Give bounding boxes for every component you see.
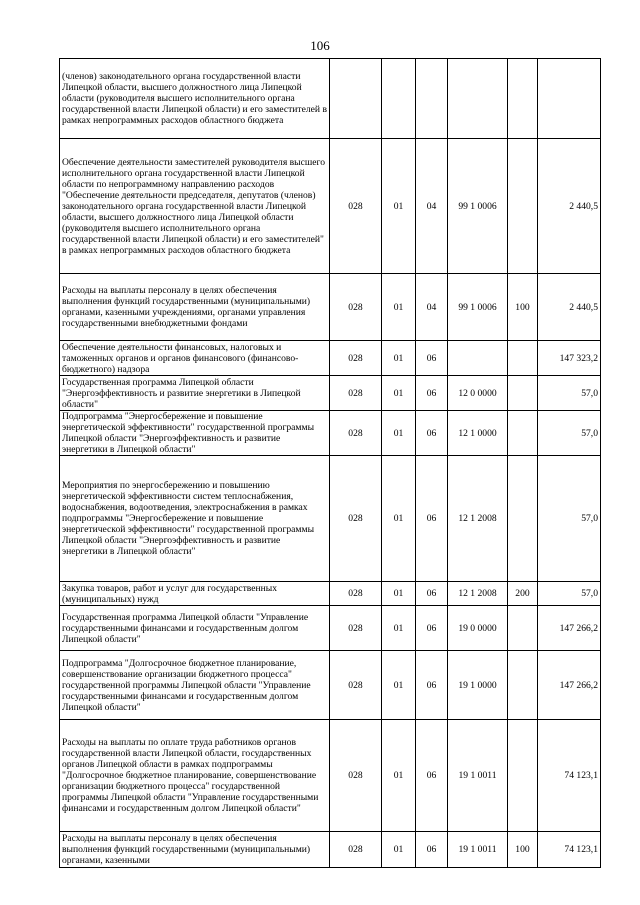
table-row [60, 411, 601, 456]
row-amount: 57,0 [538, 582, 601, 606]
row-amount: 57,0 [538, 411, 601, 456]
row-subsection-code: 06 [416, 720, 448, 832]
row-amount: 74 123,1 [538, 720, 601, 832]
page-number: 106 [310, 38, 330, 53]
row-amount: 57,0 [538, 456, 601, 582]
row-admin-code: 028 [330, 720, 382, 832]
row-subsection-code: 06 [416, 376, 448, 411]
budget-table [59, 58, 601, 868]
row-target-article: 12 1 2008 [448, 456, 508, 582]
row-admin-code: 028 [330, 832, 382, 868]
row-section-code: 01 [382, 582, 416, 606]
row-name: Обеспечение деятельности финансовых, налоговых и таможенных органов и органов финансового (финансово-бюджетного) надзора [60, 341, 330, 376]
row-subsection-code: 06 [416, 411, 448, 456]
row-admin-code: 028 [330, 411, 382, 456]
row-subsection-code: 06 [416, 606, 448, 651]
row-section-code: 01 [382, 606, 416, 651]
row-target-article: 19 1 0011 [448, 720, 508, 832]
row-section-code: 01 [382, 411, 416, 456]
row-admin-code: 028 [330, 606, 382, 651]
table-row [60, 606, 601, 651]
row-expense-type [508, 411, 538, 456]
row-amount: 147 266,2 [538, 651, 601, 720]
row-subsection-code: 06 [416, 832, 448, 868]
row-target-article: 19 1 0000 [448, 651, 508, 720]
row-expense-type: 100 [508, 832, 538, 868]
row-section-code: 01 [382, 832, 416, 868]
row-admin-code [330, 59, 382, 139]
row-name: Мероприятия по энергосбережению и повышению энергетической эффективности систем теплоснабжения, водоснабжения, водоотведения, электроснабжения в рамках подпрограммы "Энергосбережение и повышение энергетической эффективности" государственной программы Липецкой области "Энергоэффективность и развитие энергетики в Липецкой области" [60, 456, 330, 582]
row-section-code: 01 [382, 376, 416, 411]
row-admin-code: 028 [330, 139, 382, 274]
row-target-article: 99 1 0006 [448, 139, 508, 274]
row-subsection-code: 06 [416, 651, 448, 720]
row-expense-type [508, 651, 538, 720]
row-expense-type [508, 376, 538, 411]
table-row [60, 582, 601, 606]
row-target-article: 12 0 0000 [448, 376, 508, 411]
row-name: Государственная программа Липецкой области "Управление государственными финансами и государственным долгом Липецкой области" [60, 606, 330, 651]
row-expense-type [508, 139, 538, 274]
row-expense-type: 100 [508, 274, 538, 341]
row-subsection-code: 04 [416, 139, 448, 274]
row-expense-type [508, 606, 538, 651]
table-row [60, 456, 601, 582]
row-expense-type [508, 341, 538, 376]
table-row [60, 139, 601, 274]
row-admin-code: 028 [330, 274, 382, 341]
row-subsection-code [416, 59, 448, 139]
table-row [60, 59, 601, 139]
row-expense-type [508, 59, 538, 139]
row-amount: 2 440,5 [538, 274, 601, 341]
row-section-code: 01 [382, 341, 416, 376]
row-admin-code: 028 [330, 376, 382, 411]
row-subsection-code: 06 [416, 456, 448, 582]
row-name: Подпрограмма "Долгосрочное бюджетное планирование, совершенствование организации бюджетного процесса" государственной программы Липецкой области "Управление государственными финансами и государственным долгом Липецкой области" [60, 651, 330, 720]
row-section-code: 01 [382, 720, 416, 832]
row-target-article: 19 1 0011 [448, 832, 508, 868]
row-name: Государственная программа Липецкой области "Энергоэффективность и развитие энергетики в Липецкой области" [60, 376, 330, 411]
row-amount: 74 123,1 [538, 832, 601, 868]
table-row [60, 720, 601, 832]
row-subsection-code: 04 [416, 274, 448, 341]
row-target-article [448, 59, 508, 139]
row-expense-type [508, 720, 538, 832]
row-target-article: 19 0 0000 [448, 606, 508, 651]
table-row [60, 376, 601, 411]
row-target-article: 12 1 0000 [448, 411, 508, 456]
table-row [60, 651, 601, 720]
row-amount: 57,0 [538, 376, 601, 411]
row-name: Расходы на выплаты персоналу в целях обеспечения выполнения функций государственными (муниципальными) органами, казенными [60, 832, 330, 868]
row-name: (членов) законодательного органа государственной власти Липецкой области, высшего должностного лица Липецкой области (руководителя высшего исполнительного органа государственной власти Липецкой области) и его заместителей в рамках непрограммных расходов областного бюджета [60, 59, 330, 139]
row-section-code: 01 [382, 139, 416, 274]
row-admin-code: 028 [330, 651, 382, 720]
row-name: Подпрограмма "Энергосбережение и повышение энергетической эффективности" государственной программы Липецкой области "Энергоэффективность и развитие энергетики в Липецкой области" [60, 411, 330, 456]
row-name: Расходы на выплаты персоналу в целях обеспечения выполнения функций государственными (муниципальными) органами, казенными учреждениями, органами управления государственными внебюджетными фондами [60, 274, 330, 341]
row-name: Закупка товаров, работ и услуг для государственных (муниципальных) нужд [60, 582, 330, 606]
row-section-code [382, 59, 416, 139]
row-expense-type: 200 [508, 582, 538, 606]
row-section-code: 01 [382, 651, 416, 720]
row-target-article: 12 1 2008 [448, 582, 508, 606]
row-section-code: 01 [382, 274, 416, 341]
row-admin-code: 028 [330, 582, 382, 606]
row-amount: 147 323,2 [538, 341, 601, 376]
row-target-article [448, 341, 508, 376]
row-section-code: 01 [382, 456, 416, 582]
row-amount: 147 266,2 [538, 606, 601, 651]
row-subsection-code: 06 [416, 341, 448, 376]
row-admin-code: 028 [330, 341, 382, 376]
row-subsection-code: 06 [416, 582, 448, 606]
table-row [60, 341, 601, 376]
row-target-article: 99 1 0006 [448, 274, 508, 341]
row-admin-code: 028 [330, 456, 382, 582]
table-row [60, 832, 601, 868]
row-expense-type [508, 456, 538, 582]
row-name: Обеспечение деятельности заместителей руководителя высшего исполнительного органа государственной власти Липецкой области по непрограммному направлению расходов "Обеспечение деятельности председателя, депутатов (членов) законодательного органа государственной власти Липецкой области, высшего должностного лица Липецкой области (руководителя высшего исполнительного органа государственной власти Липецкой области) и его заместителей" в рамках непрограммных расходов областного бюджета [60, 139, 330, 274]
row-name: Расходы на выплаты по оплате труда работников органов государственной власти Липецкой области, государственных органов Липецкой области в рамках подпрограммы "Долгосрочное бюджетное планирование, совершенствование организации бюджетного процесса" государственной программы Липецкой области "Управление государственными финансами и государственным долгом Липецкой области" [60, 720, 330, 832]
row-amount: 2 440,5 [538, 139, 601, 274]
table-row [60, 274, 601, 341]
row-amount [538, 59, 601, 139]
